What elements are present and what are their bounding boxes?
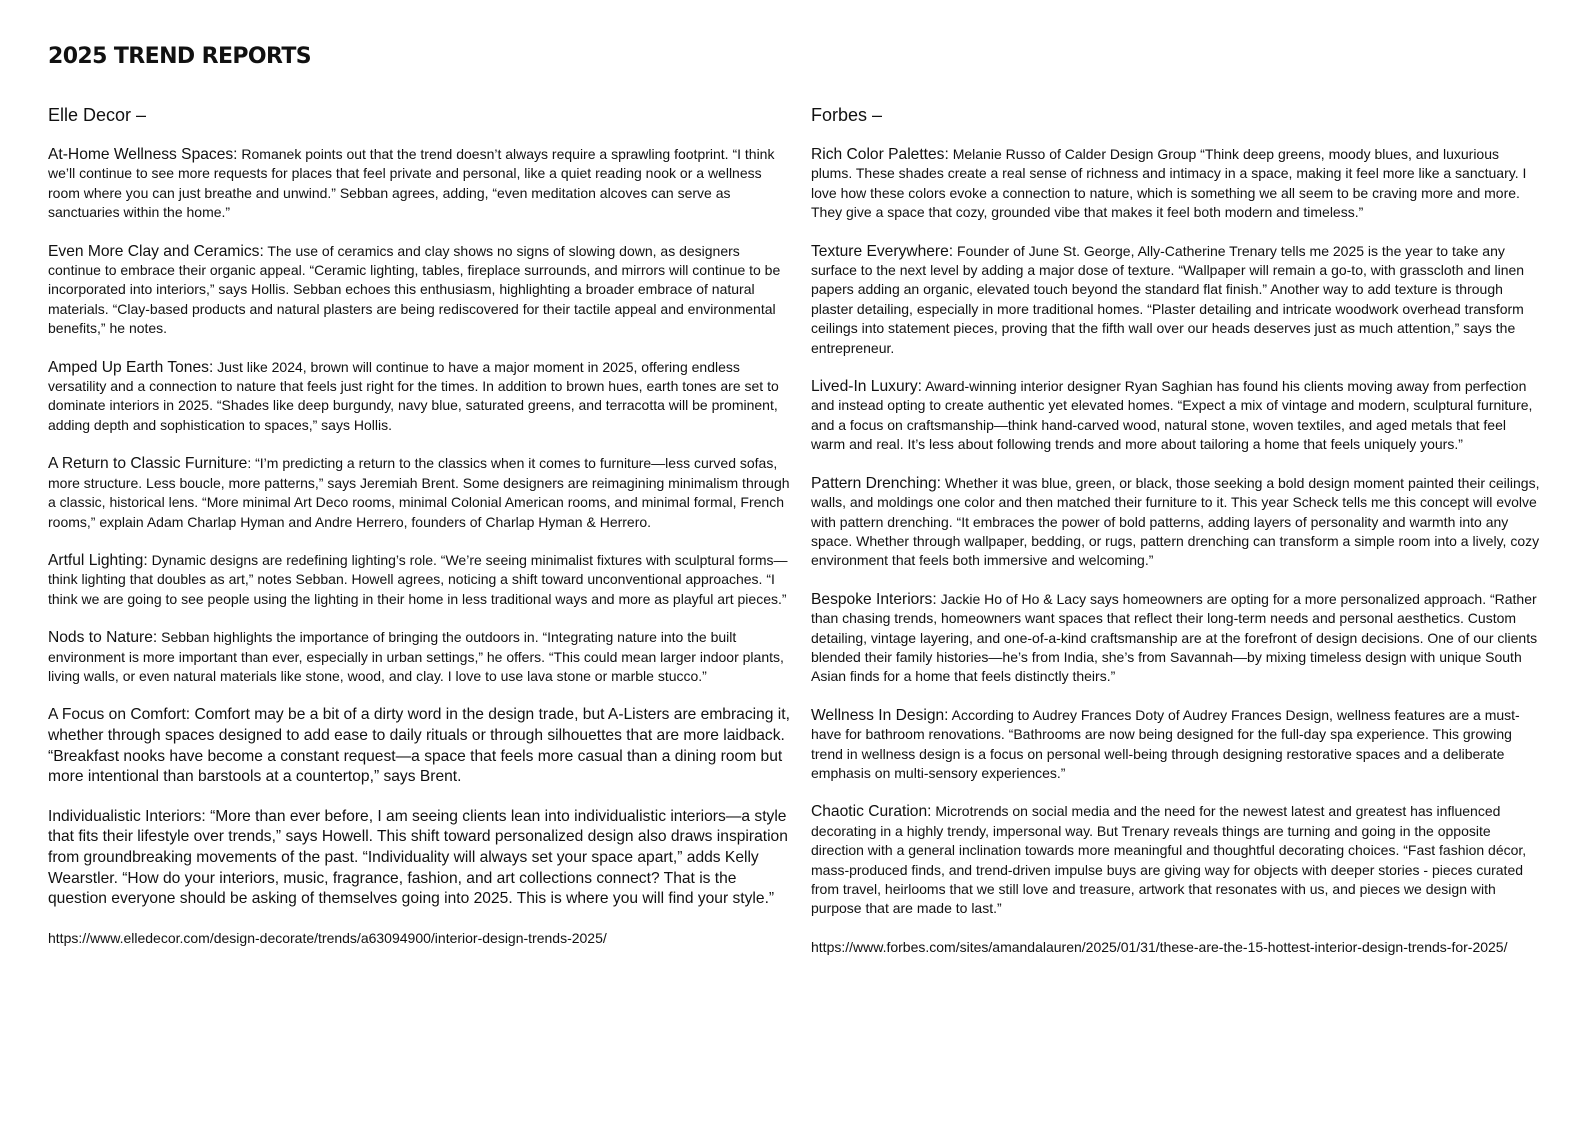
trend-body: Comfort may be a bit of a dirty word in the design trade, but A-Listers are embracing it, whether through spaces designed to add ease to daily rituals or through silhouettes that are more laidback. “Breakfast nooks have become a constant request—a space that feels more casual than a dining room but more intentional than barstools at a countertop,” says Brent. <box>48 706 790 786</box>
trend-body: : “I’m predicting a return to the classics when it comes to furniture—less curved sofas, more structure. Less boucle, more patterns,” says Jeremiah Brent. Some designers are reimagining minimalism through a classic, historical lens. “More minimal Art Deco rooms, minimal Colonial American rooms, and minimal formal, French rooms,” explain Adam Charlap Hyman and Andre Herrero, founders of Charlap Hyman & Herrero. <box>48 455 790 530</box>
trend-title: Even More Clay and Ceramics: <box>48 242 264 260</box>
trend-entry <box>48 807 790 910</box>
trend-title: Nods to Nature: <box>48 629 158 647</box>
trend-entry <box>811 802 1541 918</box>
trend-entry <box>811 242 1541 358</box>
trend-body: Just like 2024, brown will continue to have a major moment in 2025, offering endless versatility and a connection to nature that feels just right for the times. In addition to brown hues, earth tones are set to dominate interiors in 2025. “Shades like deep burgundy, navy blue, saturated greens, and terracotta will be prominent, adding depth and sophistication to spaces,” says Hollis. <box>48 358 779 433</box>
trend-entry <box>48 242 790 339</box>
forbes-source-link[interactable]: https://www.forbes.com/sites/amandalauren/2025/01/31/these-are-the-15-hottest-interior-design-trends-for-2025/ <box>811 938 1508 955</box>
trend-title: Bespoke Interiors: <box>811 590 937 608</box>
trend-title: At-Home Wellness Spaces: <box>48 146 238 163</box>
trend-title: Rich Color Palettes: <box>811 146 949 163</box>
trend-title: Texture Everywhere: <box>811 242 954 260</box>
elle-decor-source-link[interactable]: https://www.elledecor.com/design-decorate/trends/a63094900/interior-design-trends-2025/ <box>48 929 607 946</box>
column-heading: Forbes – <box>811 105 883 125</box>
trend-entry <box>811 377 1541 455</box>
trend-body: Sebban highlights the importance of bringing the outdoors in. “Integrating nature into the built environment is more important than ever, especially in urban settings,” he offers. “This could mean larger indoor plants, living walls, or even natural materials like stone, wood, and clay. I love to use lava stone or marble stucco.” <box>48 629 784 684</box>
trend-body: Melanie Russo of Calder Design Group “Think deep greens, moody blues, and luxurious plums. These shades create a real sense of richness and intimacy in a space, making it feel more like a sanctuary. I love how these colors evoke a connection to nature, which is something we all seem to be craving more and more. They give a space that cozy, grounded vibe that makes it feel both modern and timeless.” <box>811 146 1527 221</box>
trend-body: Jackie Ho of Ho & Lacy says homeowners are opting for a more personalized approach. “Rather than chasing trends, homeowners want spaces that reflect their long-term needs and personal aesthetics. Custom detailing, vintage layering, and one-of-a-kind craftsmanship are at the forefront of design decisions. One of our clients blended their family histories—he’s from India, she’s from Savannah—by mixing timeless design with unique South Asian finds for a home that feels distinctly theirs.” <box>811 590 1538 685</box>
trend-title: Lived-In Luxury: <box>811 378 922 396</box>
trend-title: A Return to Classic Furniture <box>48 455 248 473</box>
trend-body: Award-winning interior designer Ryan Saghian has found his clients moving away from perfection and instead opting to create authentic yet elevated homes. “Expect a mix of vintage and modern, sculptural furniture, and a focus on craftsmanship—think hand-carved wood, natural stone, woven textiles, and aged metals that feel warm and real. It’s less about following trends and more about tailoring a home that feels uniquely yours.” <box>811 378 1533 453</box>
trend-entry <box>48 358 790 436</box>
trend-body: Microtrends on social media and the need for the newest latest and greatest has influenced decorating in a highly trendy, impersonal way. But Trenary reveals things are turning and going in the opposite direction with a general inclination towards more meaningful and thoughtful decorating choices. “Fast fashion décor, mass-produced finds, and trend-driven impulse buys are giving way for objects with deeper stories - pieces curated from travel, heirlooms that we still love and treasure, artwork that resonates with us, and pieces we design with purpose that are made to last.” <box>811 803 1527 917</box>
trend-body: Romanek points out that the trend doesn’t always require a sprawling footprint. “I think we’ll continue to see more requests for places that feel private and personal, like a quiet reading nook or a wellness room where you can just breathe and unwind.” Sebban agrees, adding, “even meditation alcoves can serve as sanctuaries within the home.” <box>48 146 775 221</box>
trend-entry <box>48 145 790 223</box>
trend-body: Founder of June St. George, Ally-Catherine Trenary tells me 2025 is the year to take any surface to the next level by adding a major dose of texture. “Wallpaper will remain a go-to, with grasscloth and linen papers adding an organic, elevated touch beyond the standard flat finish.” Another way to add texture is through plaster detailing, especially in more traditional homes. “Plaster detailing and intricate woodwork overhead transform ceilings into statement pieces, proving that the fifth wall over our heads deserves just as much attention,” says the entrepreneur. <box>811 242 1525 356</box>
trend-body: Dynamic designs are redefining lighting’s role. “We’re seeing minimalist fixtures with sculptural forms—think lighting that doubles as art,” notes Sebban. Howell agrees, noticing a shift toward unconventional approaches. “I think we are going to see people using the lighting in their home in less traditional ways and more as playful art pieces.” <box>48 551 788 607</box>
page-title: 2025 TREND REPORTS <box>48 44 311 69</box>
trend-entry <box>811 590 1541 687</box>
trend-title: Amped Up Earth Tones: <box>48 358 214 376</box>
trend-title: Pattern Drenching: <box>811 474 942 492</box>
elle-decor-column <box>48 104 790 948</box>
trend-title: A Focus on Comfort: <box>48 706 191 724</box>
trend-body: According to Audrey Frances Doty of Audrey Frances Design, wellness features are a must-have for bathroom renovations. “Bathrooms are now being designed for the full-day spa experience. This growing trend in wellness design is a focus on personal well-being through designing restorative spaces and a deliberate emphasis on multi-sensory experiences.” <box>811 706 1520 781</box>
trend-entry <box>811 474 1541 571</box>
trend-body: “More than ever before, I am seeing clients lean into individualistic interiors—a style that fits their lifestyle over trends,” says Howell. This shift toward personalized design also draws inspiration from groundbreaking movements of the past. “Individuality will always set your space apart,” adds Kelly Wearstler. “How do your interiors, music, fragrance, fashion, and art collections connect? That is the question everyone should be asking of themselves going into 2025. This is where you will find your style.” <box>48 807 788 908</box>
forbes-column <box>811 104 1541 957</box>
trend-title: Wellness In Design: <box>811 706 949 724</box>
trend-title: Chaotic Curation: <box>811 803 932 821</box>
trend-entry <box>811 706 1541 784</box>
trend-title: Artful Lighting: <box>48 551 148 569</box>
trend-entry <box>48 454 790 532</box>
trend-body: The use of ceramics and clay shows no signs of slowing down, as designers continue to embrace their organic appeal. “Ceramic lighting, tables, fireplace surrounds, and mirrors will continue to be incorporated into interiors,” says Hollis. Sebban echoes this enthusiasm, highlighting a broader embrace of natural materials. “Clay-based products and natural plasters are being rediscovered for their tactile appeal and environmental benefits,” he notes. <box>48 242 781 337</box>
trend-entry <box>48 628 790 686</box>
column-heading: Elle Decor – <box>48 105 147 125</box>
trend-body: Whether it was blue, green, or black, those seeking a bold design moment painted their ceilings, walls, and moldings one color and then matched their furniture to it. This year Scheck tells me this concept will evolve with pattern drenching. “It embraces the power of bold patterns, adding layers of personality and warmth into any space. Whether through wallpaper, bedding, or rugs, pattern drenching can transform a simple room into a lively, cozy environment that feels both immersive and welcoming.” <box>811 474 1540 569</box>
trend-entry <box>48 551 790 609</box>
trend-title: Individualistic Interiors: <box>48 807 206 825</box>
trend-entry <box>48 705 790 787</box>
trend-entry <box>811 145 1541 223</box>
